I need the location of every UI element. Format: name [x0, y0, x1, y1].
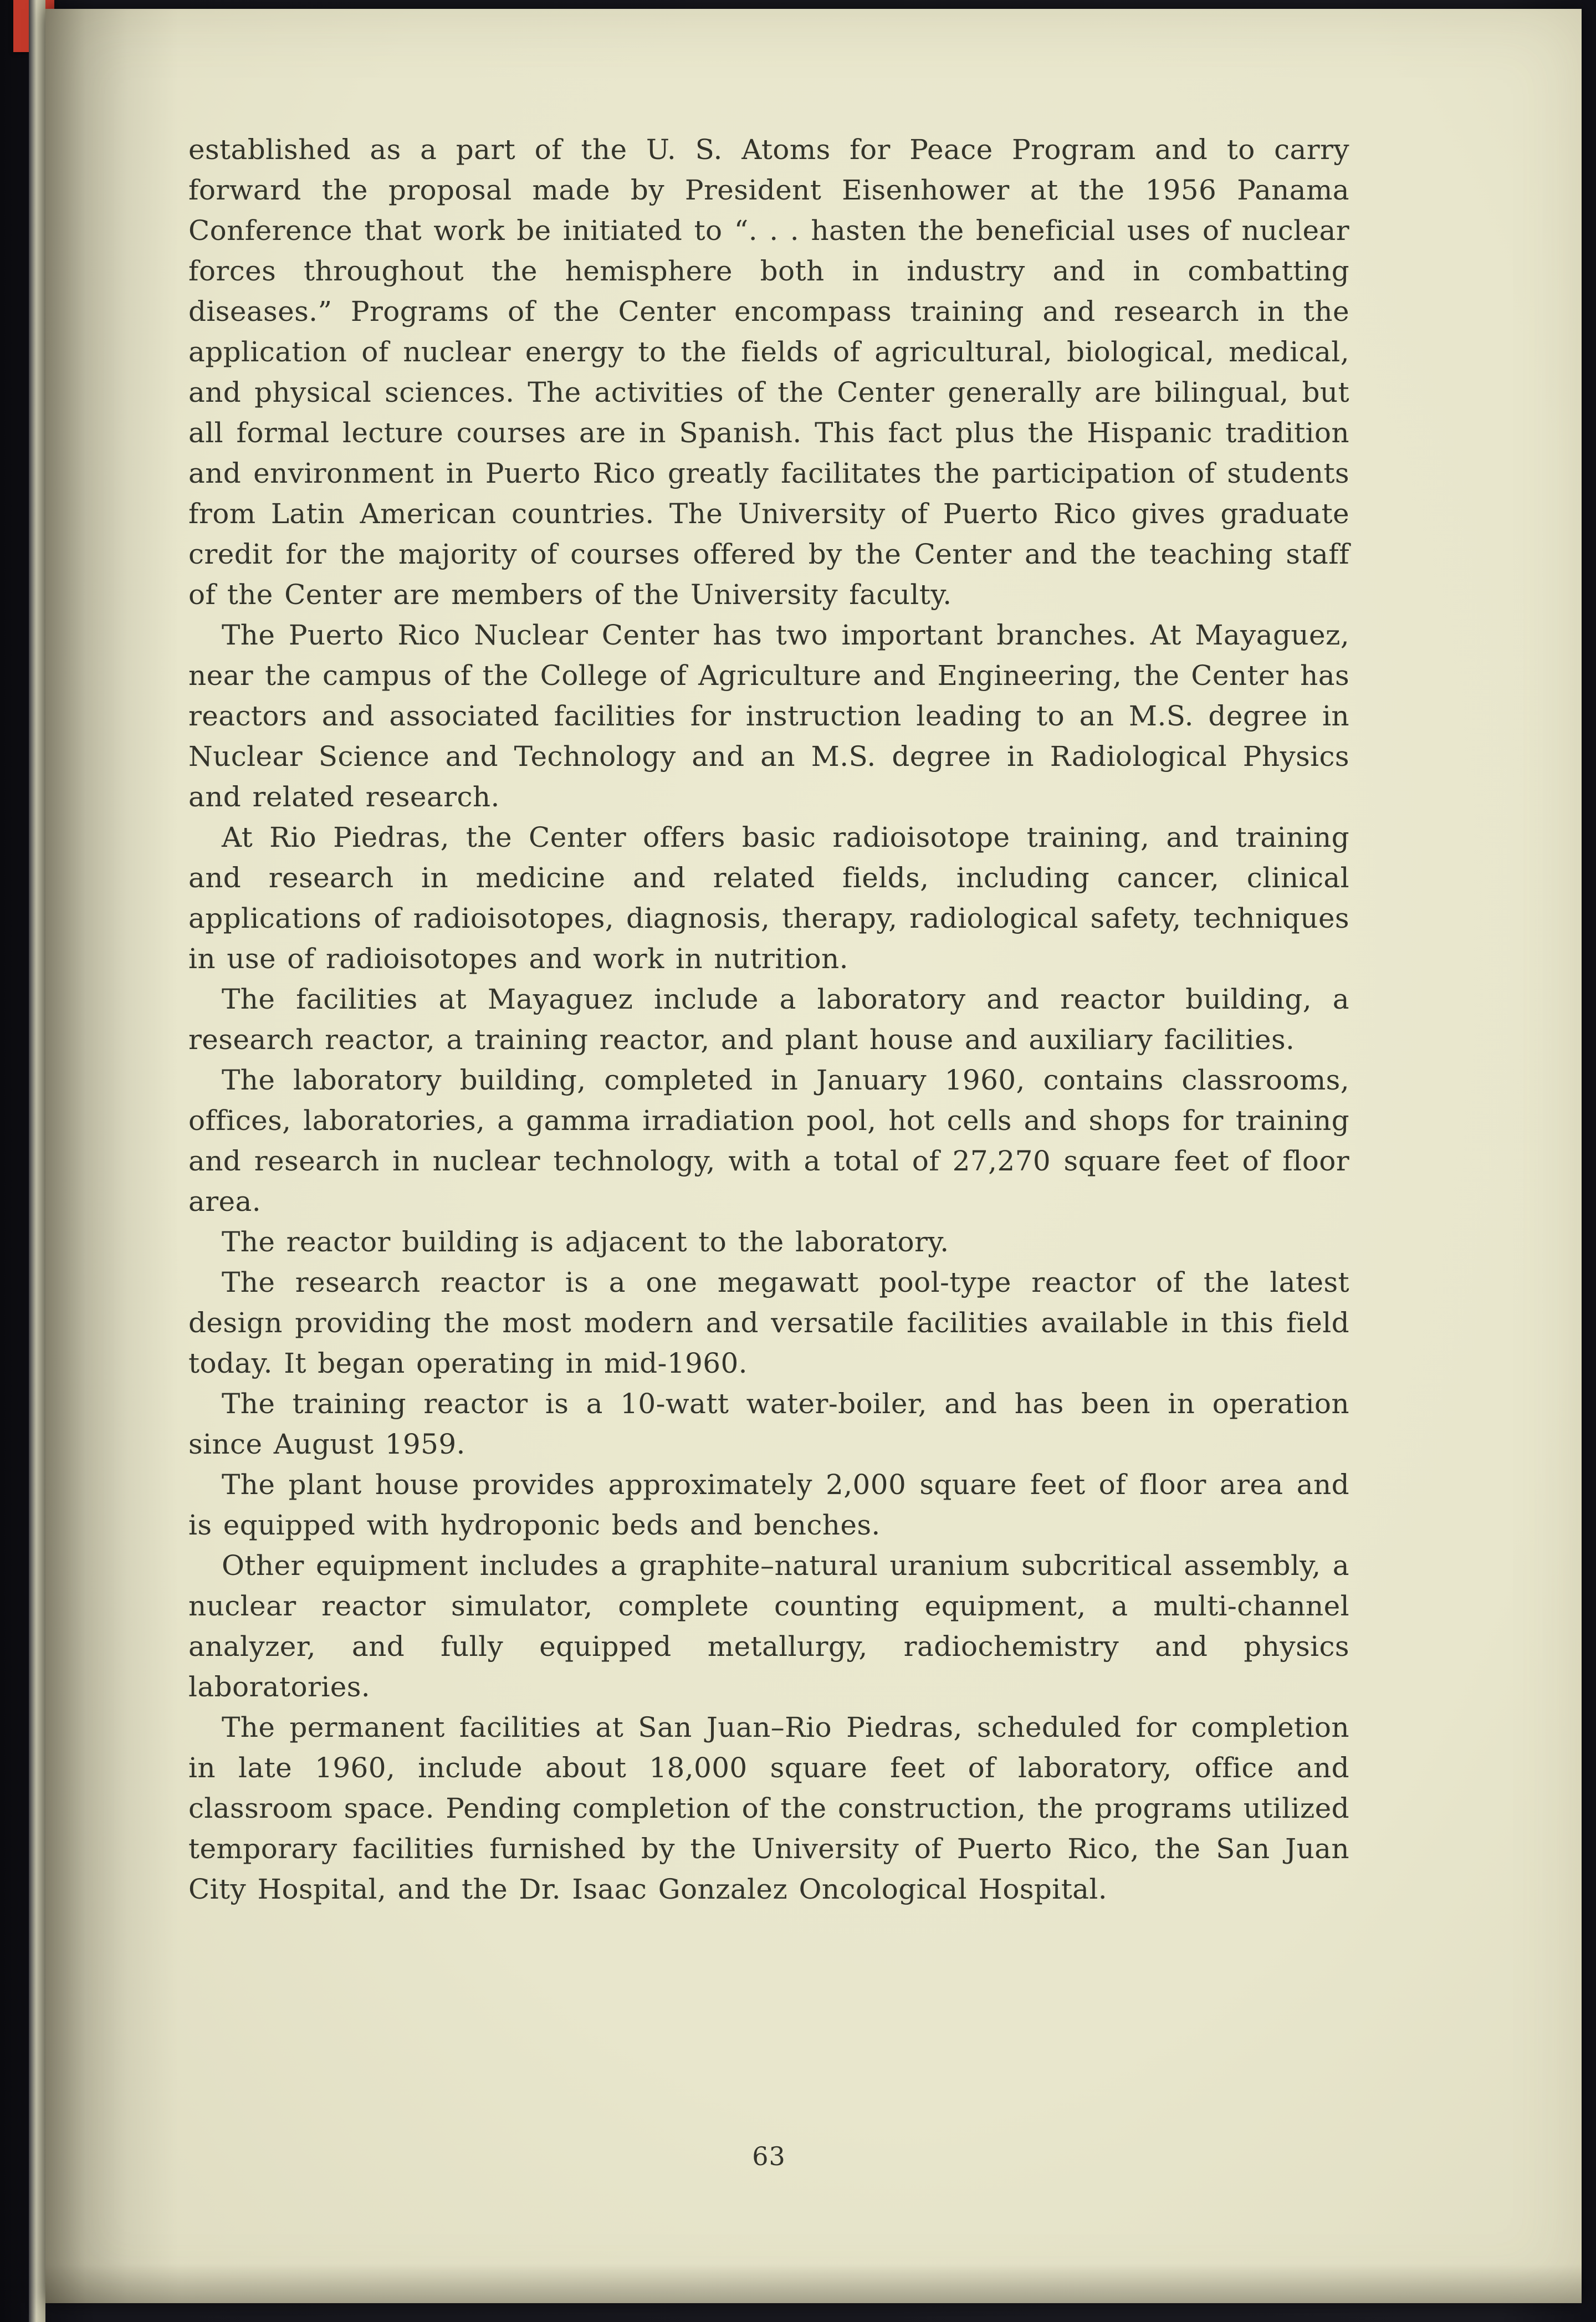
paragraph: At Rio Piedras, the Center offers basic radioisotope training, and training and research in medicine and related fields, including cancer, clinical applications of radioisotopes, diagnosis, therapy, radiological safety, techniques in use of radioisotopes and work in nutrition.: [188, 821, 1349, 975]
paragraph: The training reactor is a 10-watt water-boiler, and has been in operation since August 1959.: [188, 1388, 1349, 1460]
book-page: [45, 9, 1582, 2303]
paragraph: The Puerto Rico Nuclear Center has two important branches. At Mayaguez, near the campus of the College of Agriculture and Engineering, the Center has reactors and associated facilities for instruction leading to an M.S. degree in Nuclear Science and Technology and an M.S. degree in Radiological Physics and related research.: [188, 619, 1349, 813]
page-text-block: [188, 130, 1349, 1910]
paragraph: The facilities at Mayaguez include a laboratory and reactor building, a research reactor, a training reactor, and plant house and auxiliary facilities.: [188, 983, 1349, 1056]
paragraph: The permanent facilities at San Juan–Rio Piedras, scheduled for completion in late 1960, include about 18,000 square feet of laboratory, office and classroom space. Pending completion of the construction, the programs utilized temporary facilities furnished by the University of Puerto Rico, the San Juan City Hospital, and the Dr. Isaac Gonzalez Oncological Hospital.: [188, 1711, 1349, 1905]
page-number: 63: [752, 2141, 786, 2171]
underlying-page-edge: [29, 0, 45, 2322]
binding-gutter-shadow: [45, 9, 178, 2303]
paragraph: The research reactor is a one megawatt pool-type reactor of the latest design providing the most modern and versatile facilities available in this field today. It began operating in mid-1960.: [188, 1266, 1349, 1379]
paragraph: The laboratory building, completed in January 1960, contains classrooms, offices, laboratories, a gamma irradiation pool, hot cells and shops for training and research in nuclear technology, with a total of 27,270 square feet of floor area.: [188, 1064, 1349, 1218]
paragraph: The plant house provides approximately 2,000 square feet of floor area and is equipped with hydroponic beds and benches.: [188, 1469, 1349, 1541]
paragraph: The reactor building is adjacent to the laboratory.: [222, 1226, 949, 1258]
paragraph: established as a part of the U. S. Atoms for Peace Program and to carry forward the proposal made by President Eisenhower at the 1956 Panama Conference that work be initiated to “. . . hasten the beneficial uses of nuclear forces throughout the hemisphere both in industry and in combatting diseases.” Programs of the Center encompass training and research in the application of nuclear energy to the fields of agricultural, biological, medical, and physical sciences. The activities of the Center generally are bilingual, but all formal lecture courses are in Spanish. This fact plus the Hispanic tradition and environment in Puerto Rico greatly facilitates the participation of students from Latin American countries. The University of Puerto Rico gives graduate credit for the majority of courses offered by the Center and the teaching staff of the Center are members of the University faculty.: [188, 134, 1349, 611]
page-bottom-shadow: [45, 2264, 1582, 2303]
paragraph: Other equipment includes a graphite–natural uranium subcritical assembly, a nuclear reactor simulator, complete counting equipment, a multi-channel analyzer, and fully equipped metallurgy, radiochemistry and physics laboratories.: [188, 1549, 1349, 1703]
